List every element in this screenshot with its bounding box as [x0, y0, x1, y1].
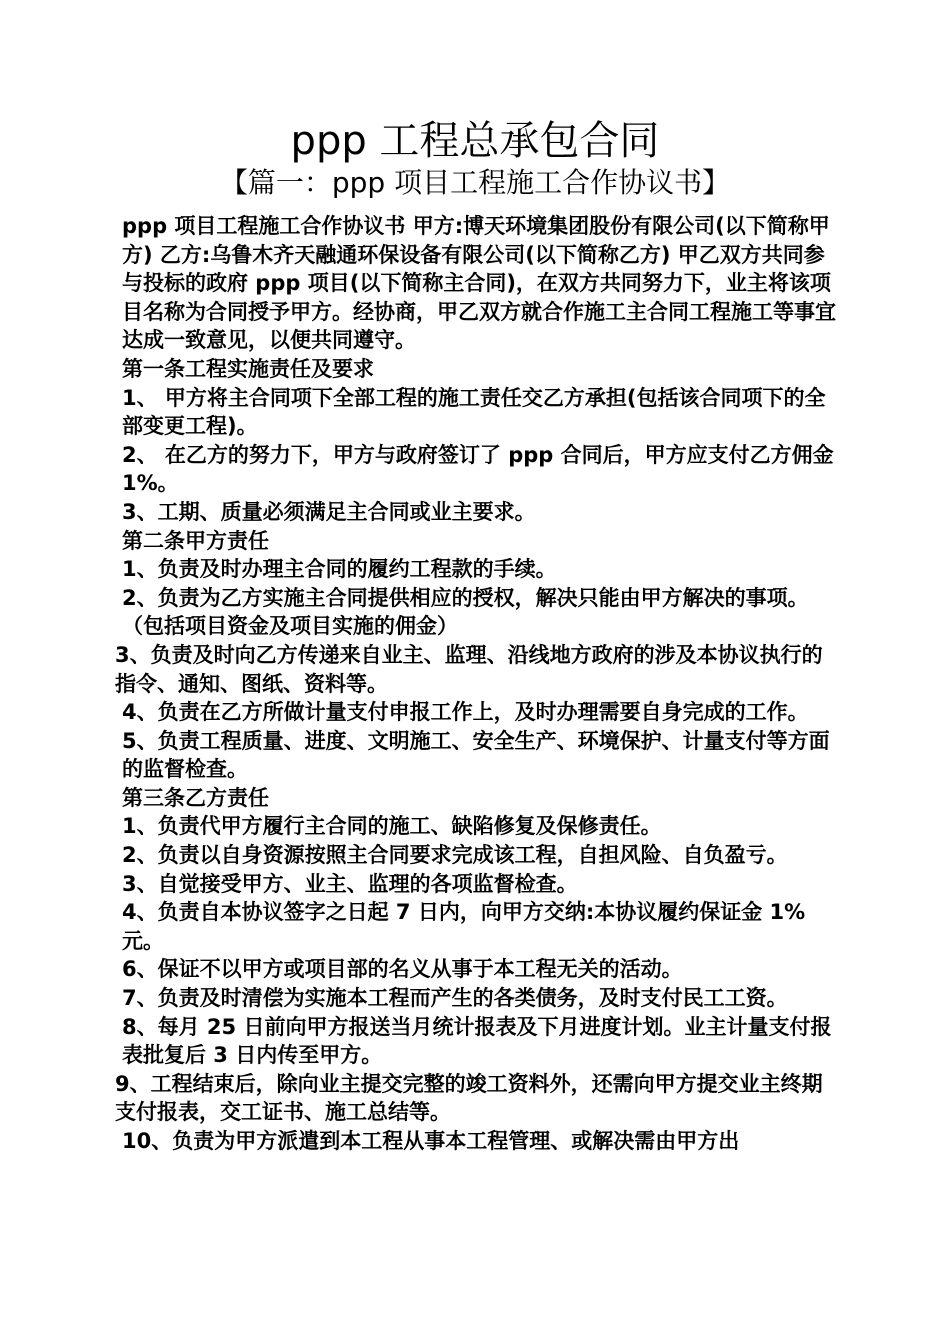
clause-1-3: 3、工期、质量必须满足主合同或业主要求。 [122, 499, 536, 524]
intro-paragraph: ppp 项目工程施工合作协议书 甲方:博天环境集团股份有限公司(以下简称甲方) 乙方:乌鲁木齐天融通环保设备有限公司(以下简称乙方) 甲乙双方共同参与投标的政府 ppp 项目(以下简称主合同)，在双方共同努力下，业主将该项目名称为合同授予甲方。经协商，甲乙双方就合作施工主合同工程施工等事宜达成一致意见，以便共同遵守。 [122, 214, 836, 353]
clause-2-3: 3、负责及时向乙方传递来自业主、监理、沿线地方政府的涉及本协议执行的指令、通知、图纸、资料等。 [115, 642, 823, 696]
clause-1-2: 2、 在乙方的努力下，甲方与政府签订了 ppp 合同后，甲方应支付乙方佣金 1%。 [122, 442, 834, 496]
section-heading-3: 第三条乙方责任 [122, 785, 269, 810]
document-subtitle: 【篇一：ppp 项目工程施工合作协议书】 [219, 166, 731, 199]
section-heading-2: 第二条甲方责任 [122, 528, 269, 553]
clause-3-9: 9、工程结束后，除向业主提交完整的竣工资料外，还需向甲方提交业主终期支付报表，交工证书、施工总结等。 [115, 1071, 823, 1125]
document-body [115, 212, 837, 1156]
clause-3-2: 2、负责以自身资源按照主合同要求完成该工程，自担风险、自负盈亏。 [122, 843, 788, 868]
clause-3-7: 7、负责及时清偿为实施本工程而产生的各类债务，及时支付民工工资。 [122, 986, 788, 1011]
clause-3-3: 3、自觉接受甲方、业主、监理的各项监督检查。 [122, 871, 578, 896]
clause-3-8: 8、每月 25 日前向甲方报送当月统计报表及下月进度计划。业主计量支付报表批复后 3 日内传至甲方。 [122, 1014, 832, 1068]
clause-3-6: 6、保证不以甲方或项目部的名义从事于本工程无关的活动。 [122, 957, 683, 982]
clause-2-5: 5、负责工程质量、进度、文明施工、安全生产、环境保护、计量支付等方面的监督检查。 [122, 728, 830, 782]
clause-2-4: 4、负责在乙方所做计量支付申报工作上，及时办理需要自身完成的工作。 [122, 700, 809, 725]
clause-3-1: 1、负责代甲方履行主合同的施工、缺陷修复及保修责任。 [122, 814, 662, 839]
clause-2-1: 1、负责及时办理主合同的履约工程款的手续。 [122, 557, 557, 582]
document-title: ppp 工程总承包合同 [290, 118, 660, 164]
clause-1-1: 1、 甲方将主合同项下全部工程的施工责任交乙方承担(包括该合同项下的全部变更工程)。 [122, 385, 826, 439]
clause-3-10: 10、负责为甲方派遣到本工程从事本工程管理、或解决需由甲方出 [122, 1129, 740, 1153]
clause-3-4: 4、负责自本协议签字之日起 7 日内，向甲方交纳:本协议履约保证金 1%元。 [122, 900, 806, 953]
section-heading-1: 第一条工程实施责任及要求 [122, 356, 374, 381]
clause-2-2: 2、负责为乙方实施主合同提供相应的授权，解决只能由甲方解决的事项。 （包括项目资金及项目实施的佣金） [122, 585, 809, 639]
